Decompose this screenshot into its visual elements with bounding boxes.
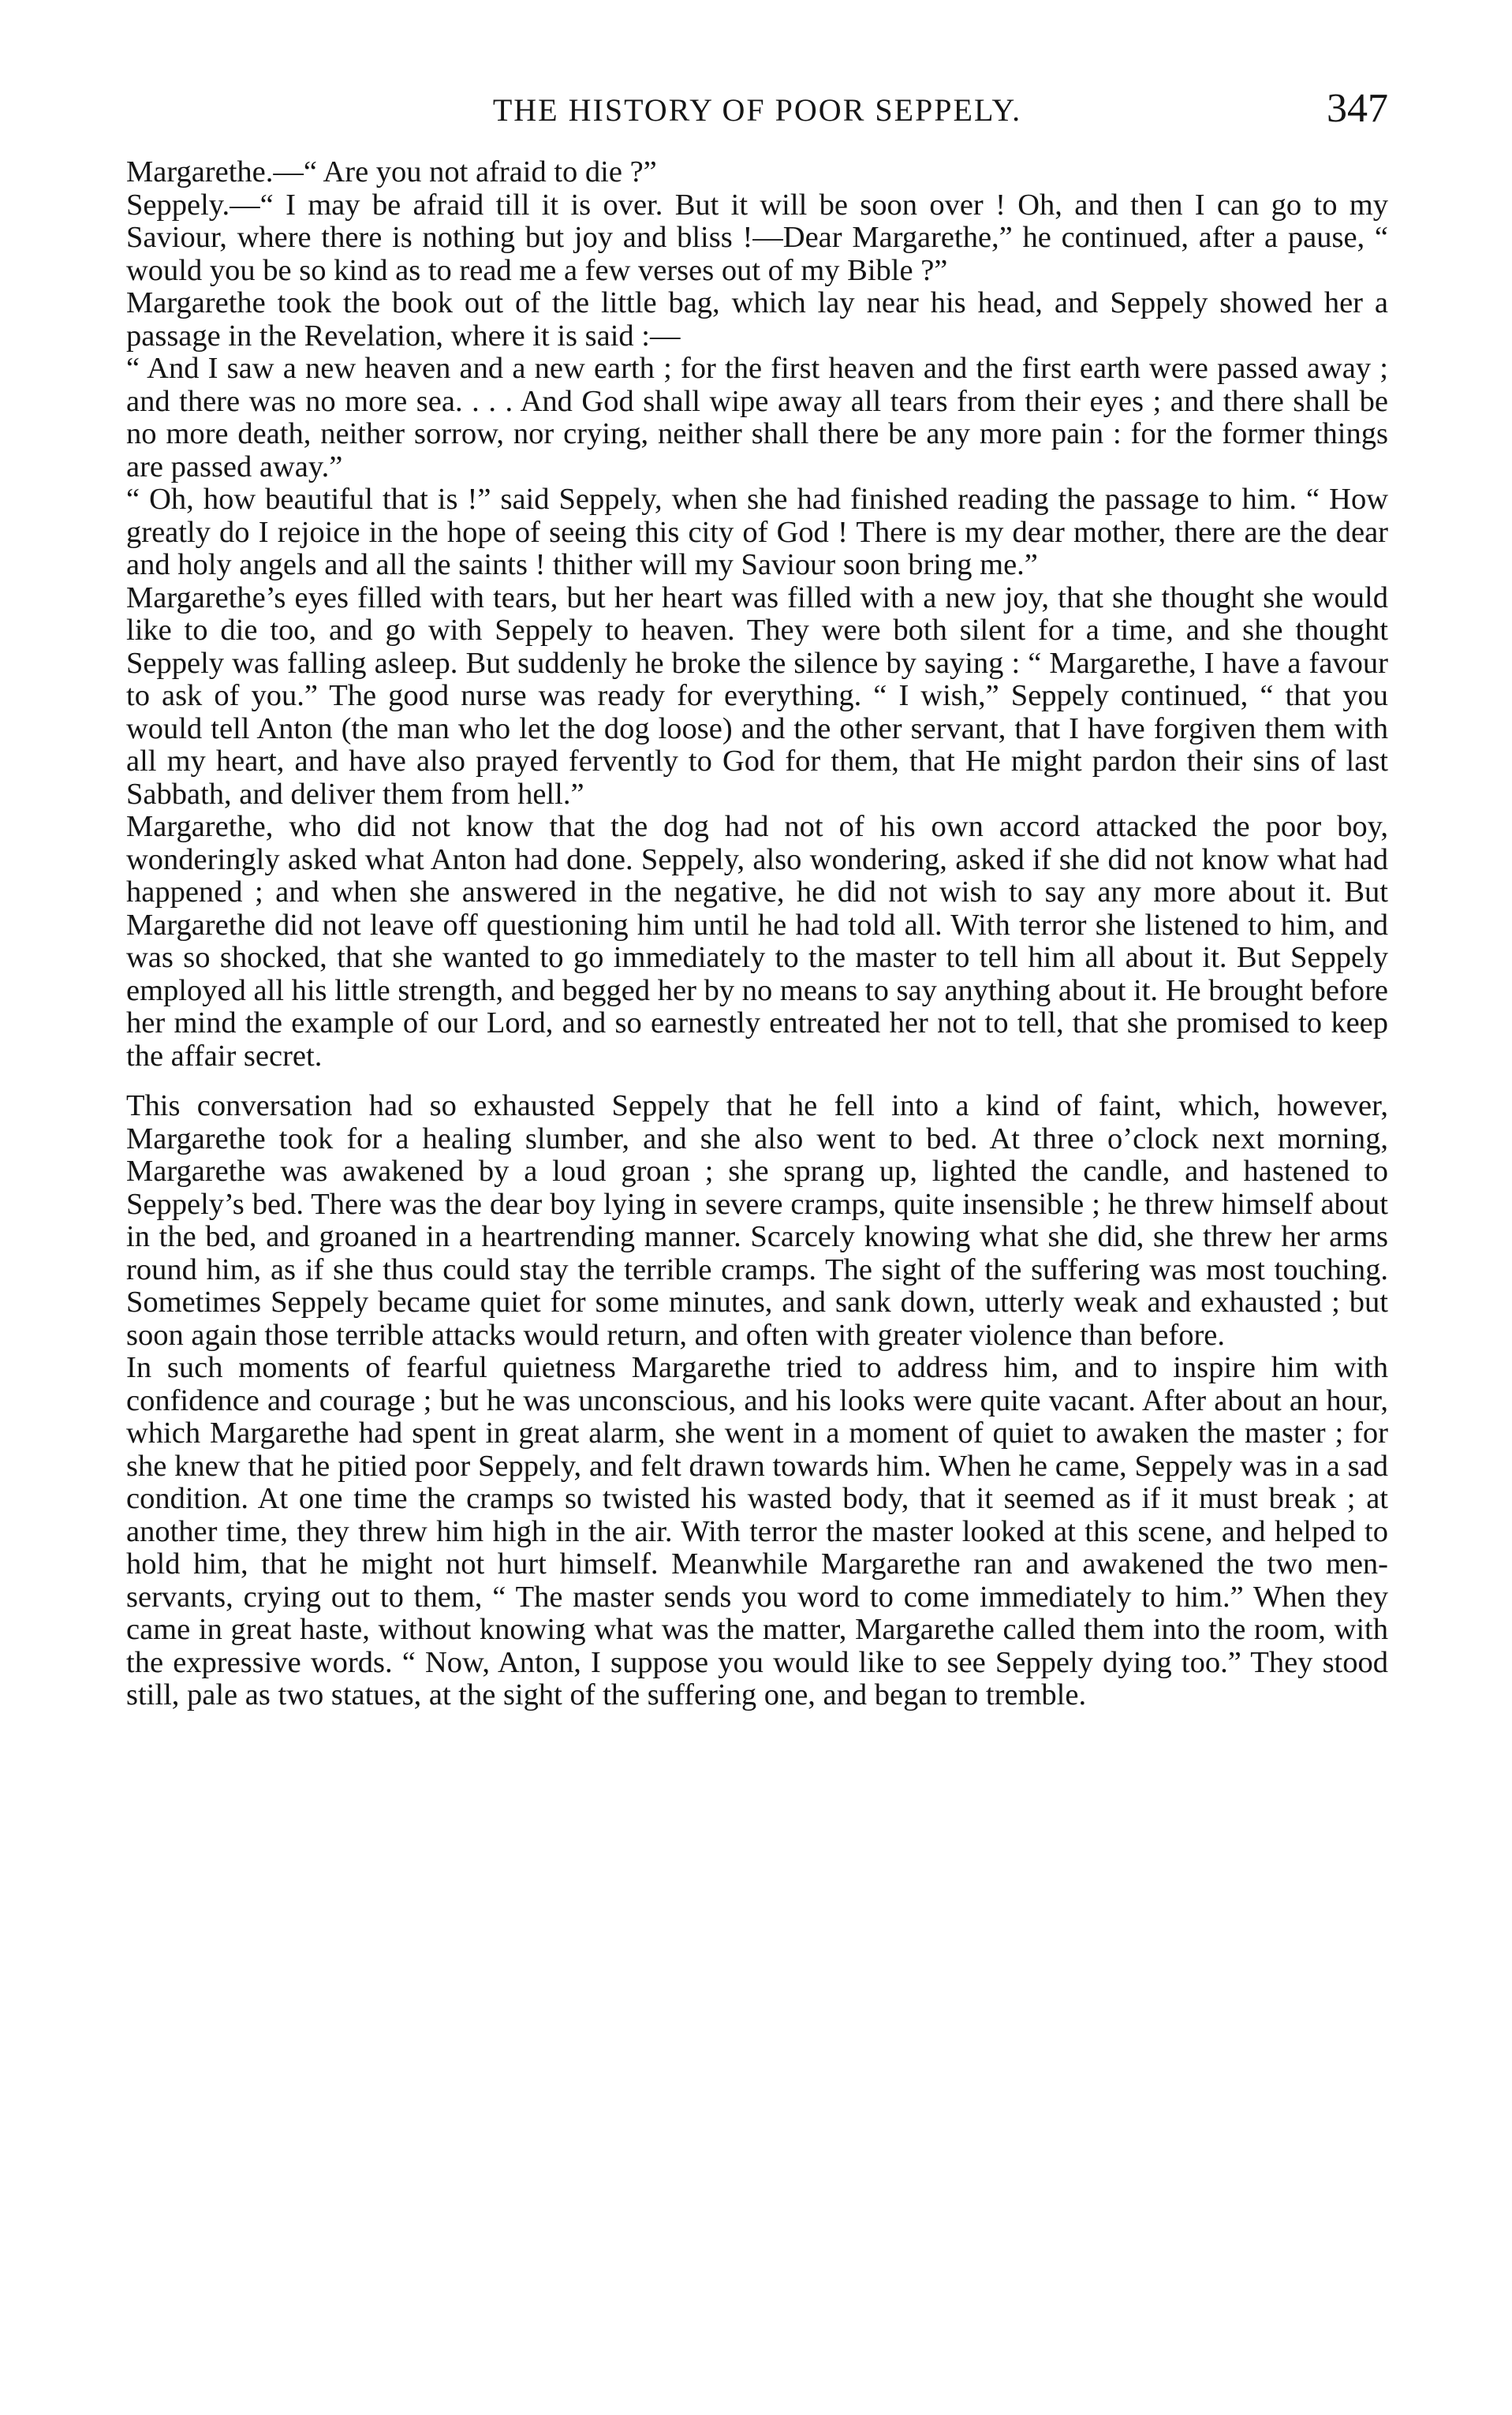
- page-header: [126, 85, 1388, 156]
- book-page: [126, 85, 1388, 2372]
- paragraph: Margarethe, who did not know that the dog had not of his own accord attacked the poor boy, wonderingly asked what Anton had done. Seppely, also wondering, asked if she did not know what had happened ; and when she answered in the negative, he did not wish to say any more about it. But Margarethe did not leave off questioning him until he had told all. With terror she listened to him, and was so shocked, that she wanted to go immediately to the master to tell him all about it. But Seppely employed all his little strength, and begged her by no means to say anything about it. He brought before her mind the example of our Lord, and so earnestly entreated her not to tell, that she promised to keep the affair secret.: [126, 810, 1388, 1073]
- paragraph: Margarethe.—“ Are you not afraid to die ?”: [126, 155, 657, 188]
- paragraph: Margarethe took the book out of the little bag, which lay near his head, and Seppely showed her a passage in the Revelation, where it is said :—: [126, 286, 1388, 353]
- paragraph: Margarethe’s eyes filled with tears, but her heart was filled with a new joy, that she thought she would like to die too, and go with Seppely to heaven. They were both silent for a time, and she thought Seppely was falling asleep. But suddenly he broke the silence by saying : “ Margarethe, I have a favour to ask of you.” The good nurse was ready for everything. “ I wish,” Seppely continued, “ that you would tell Anton (the man who let the dog loose) and the other servant, that I have forgiven them with all my heart, and have also prayed fervently to God for them, that He might pardon their sins of last Sabbath, and deliver them from hell.”: [126, 580, 1388, 811]
- paragraph: “ Oh, how beautiful that is !” said Seppely, when she had finished reading the passage to him. “ How greatly do I rejoice in the hope of seeing this city of God ! There is my dear mother, there are the dear and holy angels and all the saints ! thither will my Saviour soon bring me.”: [126, 483, 1388, 581]
- body-text: [126, 156, 1388, 1712]
- paragraph: “ And I saw a new heaven and a new earth ; for the first heaven and the first earth were passed away ; and there was no more sea. . . . And God shall wipe away all tears from their eyes ; and there shall be no more death, neither sorrow, nor crying, neither shall there be any more pain : for the former things are passed away.”: [126, 352, 1388, 483]
- paragraph: In such moments of fearful quietness Margarethe tried to address him, and to inspire him with confidence and courage ; but he was unconscious, and his looks were quite vacant. After about an hour, which Margarethe had spent in great alarm, she went in a moment of quiet to awaken the master ; for she knew that he pitied poor Seppely, and felt drawn towards him. When he came, Seppely was in a sad condition. At one time the cramps so twisted his wasted body, that it seemed as if it must break ; at another time, they threw him high in the air. With terror the master looked at this scene, and helped to hold him, that he might not hurt himself. Meanwhile Margarethe ran and awakened the two men-servants, crying out to them, “ The master sends you word to come immediately to him.” When they came in great haste, without knowing what was the matter, Margarethe called them into the room, with the expressive words. “ Now, Anton, I suppose you would like to see Seppely dying too.” They stood still, pale as two statues, at the sight of the suffering one, and began to tremble.: [126, 1351, 1388, 1711]
- running-title: THE HISTORY OF POOR SEPPELY.: [492, 92, 1022, 128]
- paragraph: Seppely.—“ I may be afraid till it is over. But it will be soon over ! Oh, and then I can go to my Saviour, where there is nothing but joy and bliss !—Dear Margarethe,” he continued, after a pause, “ would you be so kind as to read me a few verses out of my Bible ?”: [126, 188, 1388, 287]
- paragraph: This conversation had so exhausted Seppely that he fell into a kind of faint, which, however, Margarethe took for a healing slumber, and she also went to bed. At three o’clock next morning, Margarethe was awakened by a loud groan ; she sprang up, lighted the candle, and hastened to Seppely’s bed. There was the dear boy lying in severe cramps, quite insensible ; he threw himself about in the bed, and groaned in a heartrending manner. Scarcely knowing what she did, she threw her arms round him, as if she thus could stay the terrible cramps. The sight of the suffering was most touching. Sometimes Seppely became quiet for some minutes, and sank down, utterly weak and exhausted ; but soon again those terrible attacks would return, and often with greater violence than before.: [126, 1089, 1388, 1352]
- page-number: 347: [1327, 86, 1388, 131]
